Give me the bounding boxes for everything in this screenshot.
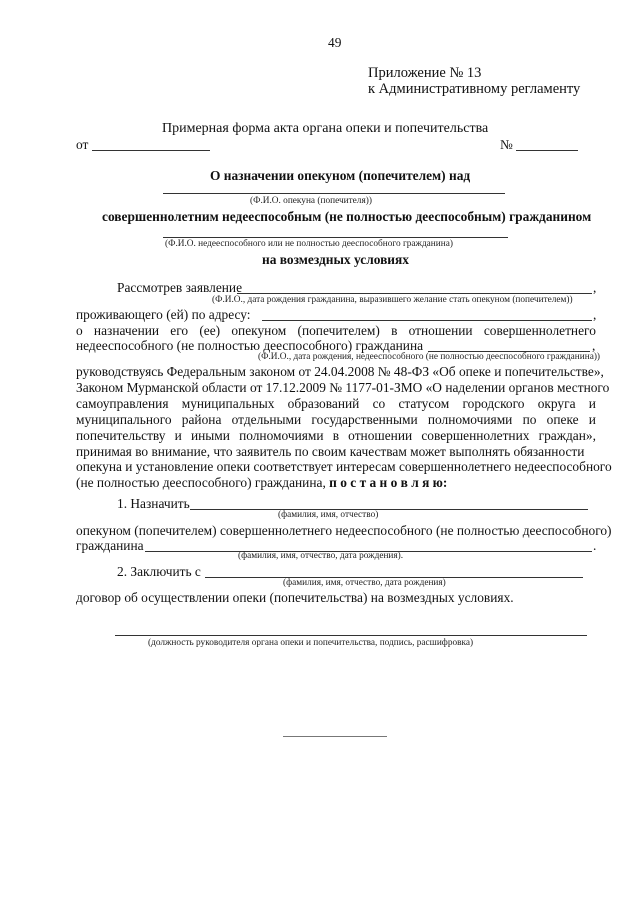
law-line-5: попечительству и иными полномочиями в отношении совершеннолетних граждан», bbox=[76, 428, 596, 443]
law-line-4: муниципального района отдельными государственными полномочиями по опеке и bbox=[76, 412, 596, 427]
considered-label: Рассмотрев заявление bbox=[117, 280, 243, 295]
number-label: № bbox=[500, 137, 513, 152]
item2-text: договор об осуществлении опеки (попечительства) на возмездных условиях. bbox=[76, 590, 514, 605]
signature-line bbox=[115, 635, 587, 636]
citizen-text: (не полностью дееспособного) гражданина, bbox=[76, 475, 326, 490]
federal-law-line: руководствуясь Федеральным законом от 24.04.2008 № 48-ФЗ «Об опеке и попечительстве», bbox=[76, 364, 604, 379]
footer-separator bbox=[283, 736, 387, 737]
appointment-line: о назначении его (ее) опекуном (попечителем) в отношении совершеннолетнего bbox=[76, 323, 596, 338]
applicant-blank-line bbox=[237, 293, 592, 294]
address-blank-line bbox=[262, 320, 592, 321]
signature-caption: (должность руководителя органа опеки и попечительства, подпись, расшифровка) bbox=[148, 638, 474, 648]
comma: , bbox=[593, 280, 597, 295]
item2-label: 2. Заключить с bbox=[117, 564, 201, 579]
from-label: от bbox=[76, 137, 89, 152]
item1-blank-line bbox=[190, 509, 588, 510]
decree-word: п о с т а н о в л я ю: bbox=[329, 475, 448, 490]
regional-law-line: Законом Мурманской области от 17.12.2009 № 1177-01-ЗМО «О наделении органов местного bbox=[76, 380, 610, 395]
item2-caption: (фамилия, имя, отчество, дата рождения) bbox=[283, 578, 446, 588]
caption-guardian: (Ф.И.О. опекуна (попечителя)) bbox=[250, 196, 372, 206]
period: . bbox=[593, 538, 597, 553]
appendix-regulation: к Административному регламенту bbox=[368, 81, 581, 97]
citizen-line bbox=[76, 476, 447, 489]
incapable-citizen-label: недееспособного (не полностью дееспособного) гражданина bbox=[76, 338, 424, 353]
heading-paid-terms: на возмездных условиях bbox=[262, 252, 409, 267]
consideration-line: принимая во внимание, что заявитель по своим качествам может выполнять обязанности bbox=[76, 444, 585, 459]
comma: , bbox=[592, 338, 596, 353]
heading-appointment: О назначении опекуном (попечителем) над bbox=[210, 168, 471, 183]
guardian-blank-line bbox=[163, 193, 505, 194]
item1-label: 1. Назначить bbox=[117, 496, 190, 511]
appendix-number: Приложение № 13 bbox=[368, 65, 482, 81]
guardian-interest-line: опекуна и установление опеки соответствует интересам совершеннолетнего недееспособного bbox=[76, 459, 612, 474]
heading-ward: совершеннолетним недееспособным (не полностью дееспособным) гражданином bbox=[102, 209, 592, 224]
date-blank-line bbox=[92, 150, 210, 151]
number-blank-line bbox=[516, 150, 578, 151]
page-number: 49 bbox=[328, 35, 342, 50]
caption-ward: (Ф.И.О. недееспособного или не полностью дееспособного гражданина) bbox=[165, 239, 453, 249]
item1-citizen-label: гражданина bbox=[76, 538, 144, 553]
law-line-3: самоуправления муниципальных образований со статусом городского округа и bbox=[76, 396, 596, 411]
item1-caption2: (фамилия, имя, отчество, дата рождения). bbox=[238, 551, 404, 561]
form-title: Примерная форма акта органа опеки и попечительства bbox=[162, 121, 489, 136]
caption-ward-birth: (Ф.И.О., дата рождения, недееспособного (не полностью дееспособного гражданина)) bbox=[258, 352, 601, 362]
caption-applicant: (Ф.И.О., дата рождения гражданина, выразившего желание стать опекуном (попечителем)) bbox=[212, 295, 573, 305]
ward-blank-line bbox=[163, 237, 508, 238]
comma: , bbox=[593, 307, 597, 322]
residing-label: проживающего (ей) по адресу: bbox=[76, 307, 251, 322]
item1-caption: (фамилия, имя, отчество) bbox=[278, 510, 379, 520]
item1-text: опекуном (попечителем) совершеннолетнего недееспособного (не полностью дееспособного) bbox=[76, 523, 612, 538]
